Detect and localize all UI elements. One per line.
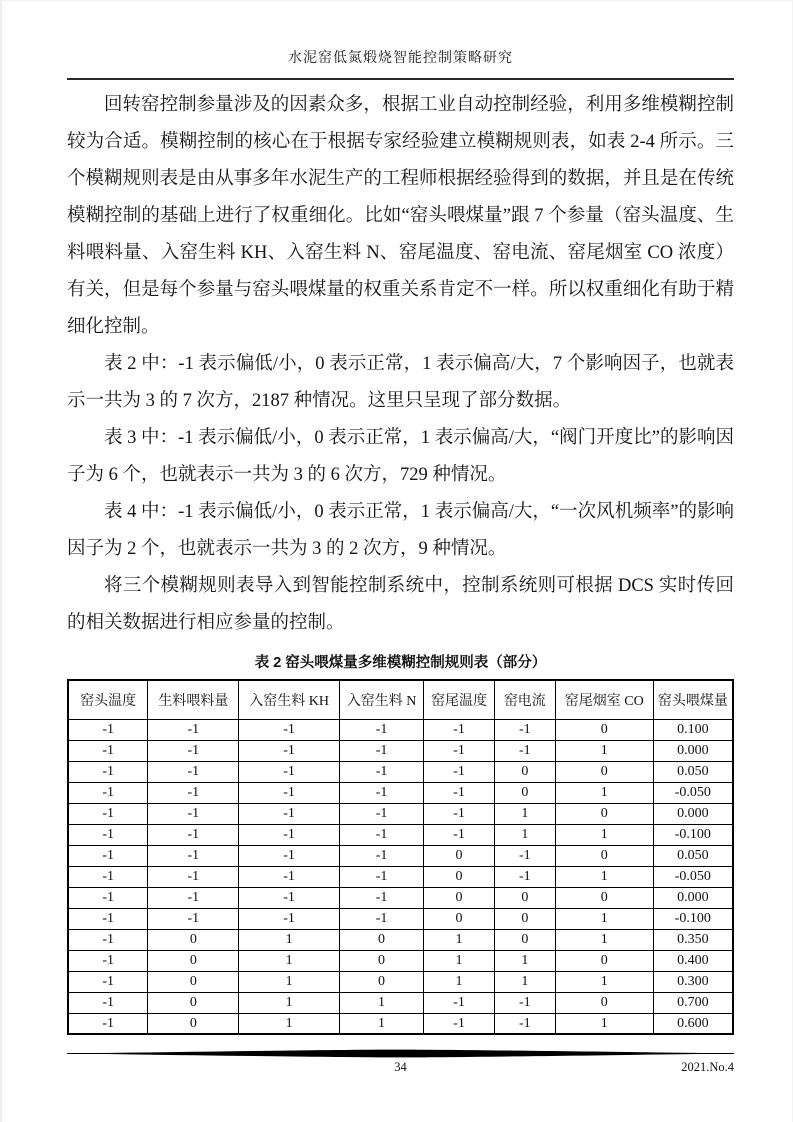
table-cell: -1 [68,971,148,992]
table-cell: 0 [148,950,239,971]
footer-rule [67,1049,734,1058]
table-row [68,782,733,803]
table-row [68,950,733,971]
table-cell: 0 [148,1013,239,1034]
table-cell: -1 [239,719,339,740]
table-cell: -1 [148,761,239,782]
table-cell: -1 [68,782,148,803]
table-cell: 0 [555,845,653,866]
table-cell: -1 [339,740,423,761]
table-cell: -1 [424,761,494,782]
table-header-cell: 入窑生料 N [339,680,423,719]
table-cell: -1 [424,1013,494,1034]
table-row [68,1013,733,1034]
table-cell: -1 [148,824,239,845]
table-cell: -1 [68,1013,148,1034]
table-cell: 1 [555,824,653,845]
table-cell: 0 [424,845,494,866]
table-cell: 0.050 [653,845,733,866]
table-cell: -1 [494,992,555,1013]
table-row [68,824,733,845]
issue-label: 2021.No.4 [681,1060,734,1074]
body-text [67,87,734,642]
table-cell: -1 [68,719,148,740]
table-cell: 0.000 [653,887,733,908]
table-cell: 0.400 [653,950,733,971]
page-number: 34 [394,1060,407,1074]
table-row [68,803,733,824]
table-header-cell: 窑电流 [494,680,555,719]
table-cell: -1 [494,740,555,761]
table-cell: -1 [68,929,148,950]
table-cell: -1 [339,866,423,887]
table-cell: 1 [494,950,555,971]
table-cell: -1 [239,908,339,929]
paragraph: 将三个模糊规则表导入到智能控制系统中，控制系统则可根据 DCS 实时传回的相关数据进行相应参量的控制。 [67,576,734,633]
table-cell: 1 [424,971,494,992]
table-cell: 1 [494,803,555,824]
table-cell: 1 [239,929,339,950]
table-cell: -1 [424,719,494,740]
table-header-cell: 窑尾温度 [424,680,494,719]
paragraph: 回转窑控制参量涉及的因素众多，根据工业自动控制经验，利用多维模糊控制较为合适。模糊控制的核心在于根据专家经验建立模糊规则表，如表 2-4 所示。三个模糊规则表是由从事多年水泥生产的工程师根据经验得到的数据，并且是在传统模糊控制的基础上进行了权重细化。比如“窑头喂煤量”跟 7 个参量（窑头温度、生料喂料量、入窑生料 KH、入窑生料 N、窑尾温度、窑电流、窑尾烟室 CO 浓度）有关，但是每个参量与窑头喂煤量的权重关系肯定不一样。所以权重细化有助于精细化控制。 [67,95,734,337]
table-cell: 0 [555,950,653,971]
table-cell: -1 [424,782,494,803]
table-cell: -1 [239,761,339,782]
table-cell: -1 [239,782,339,803]
table-cell: -1 [68,761,148,782]
table-cell: -1 [148,719,239,740]
table-cell: 0 [494,887,555,908]
table-cell: 0.600 [653,1013,733,1034]
table-cell: 1 [239,992,339,1013]
table-header-cell: 生料喂料量 [148,680,239,719]
table-cell: 1 [555,866,653,887]
table-cell: -1 [339,761,423,782]
table-cell: 0 [148,992,239,1013]
table-cell: -1 [339,908,423,929]
table-cell: 0 [424,908,494,929]
table-caption: 表 2 窑头喂煤量多维模糊控制规则表（部分） [254,655,547,671]
paragraph: 表 3 中：-1 表示偏低/小，0 表示正常，1 表示偏高/大，“阀门开度比”的影响因子为 6 个，也就表示一共为 3 的 6 次方，729 种情况。 [67,428,734,485]
header-rule [67,78,734,80]
table-cell: 0 [555,761,653,782]
table-cell: -1 [148,803,239,824]
table-cell: -1 [494,866,555,887]
table-cell: -0.100 [653,824,733,845]
table-cell: 1 [339,992,423,1013]
table-cell: 0 [494,782,555,803]
table-cell: 0 [424,866,494,887]
table-cell: -1 [339,782,423,803]
running-head-title: 水泥窑低氮煅烧智能控制策略研究 [288,51,513,66]
table-cell: -1 [68,992,148,1013]
table-row [68,719,733,740]
paragraph: 表 4 中：-1 表示偏低/小，0 表示正常，1 表示偏高/大，“一次风机频率”的影响因子为 2 个，也就表示一共为 3 的 2 次方，9 种情况。 [67,502,734,559]
table-cell: 0.300 [653,971,733,992]
table-cell: 0 [339,971,423,992]
table-cell: 0 [555,719,653,740]
table-row [68,971,733,992]
table-cell: -1 [68,740,148,761]
table-cell: 1 [339,1013,423,1034]
table-row [68,929,733,950]
table-cell: -1 [424,740,494,761]
table-cell: 0.050 [653,761,733,782]
table-cell: -1 [239,740,339,761]
table-cell: -1 [68,908,148,929]
table-cell: 0 [494,761,555,782]
table-cell: -0.050 [653,782,733,803]
table-cell: 1 [555,1013,653,1034]
table-cell: 1 [239,1013,339,1034]
table-cell: 0.000 [653,740,733,761]
table-cell: -1 [68,866,148,887]
table-cell: -1 [339,824,423,845]
table-cell: -1 [68,887,148,908]
table-header-cell: 窑头温度 [68,680,148,719]
table-cell: 0 [148,971,239,992]
page-footer [67,1049,734,1080]
table-cell: 0 [424,887,494,908]
table-header-cell: 窑尾烟室 CO [555,680,653,719]
table-cell: 1 [239,950,339,971]
table-cell: -1 [424,824,494,845]
table-cell: 0 [339,929,423,950]
table-header-cell: 入窑生料 KH [239,680,339,719]
table-cell: -1 [148,887,239,908]
table-cell: -1 [68,950,148,971]
table-cell: -1 [68,803,148,824]
table-cell: 0 [555,992,653,1013]
paragraph: 表 2 中：-1 表示偏低/小，0 表示正常，1 表示偏高/大，7 个影响因子，也就表示一共为 3 的 7 次方，2187 种情况。这里只呈现了部分数据。 [67,354,734,411]
rules-table [67,679,734,1035]
table-row [68,761,733,782]
table-cell: 0 [494,908,555,929]
table-cell: -1 [339,845,423,866]
table-cell: -1 [148,866,239,887]
table-cell: 1 [555,782,653,803]
table-cell: 1 [494,971,555,992]
table-row [68,845,733,866]
table-row [68,866,733,887]
table-cell: 0.350 [653,929,733,950]
table-cell: -1 [424,803,494,824]
table-cell: -1 [339,719,423,740]
table-cell: 1 [555,929,653,950]
table-cell: 0.100 [653,719,733,740]
table-cell: 0 [339,950,423,971]
table-cell: -1 [494,719,555,740]
table-cell: -1 [239,845,339,866]
table-row [68,908,733,929]
table-cell: -1 [339,803,423,824]
table-row [68,992,733,1013]
table-cell: 0 [555,887,653,908]
table-header-row [68,680,733,719]
table-row [68,887,733,908]
table-cell: -1 [239,866,339,887]
table-cell: 0.000 [653,803,733,824]
table-cell: -0.050 [653,866,733,887]
page-header [67,1,734,80]
table-cell: 1 [424,929,494,950]
table-cell: 1 [424,950,494,971]
table-cell: 1 [555,740,653,761]
table-cell: -1 [239,803,339,824]
table-cell: -1 [494,1013,555,1034]
table-cell: -1 [339,887,423,908]
table-cell: -1 [148,782,239,803]
table-cell: 1 [494,824,555,845]
table-cell: 1 [555,971,653,992]
table-cell: -1 [239,824,339,845]
table-cell: -1 [494,845,555,866]
table-cell: -1 [148,908,239,929]
table-cell: 0.700 [653,992,733,1013]
table-cell: 1 [555,908,653,929]
table-cell: 1 [239,971,339,992]
table-cell: -1 [68,824,148,845]
table-cell: 0 [555,803,653,824]
table-cell: 0 [494,929,555,950]
table-cell: -0.100 [653,908,733,929]
table-cell: -1 [68,845,148,866]
table-cell: -1 [239,887,339,908]
table-row [68,740,733,761]
table-cell: 0 [148,929,239,950]
table-cell: -1 [424,992,494,1013]
table-cell: -1 [148,740,239,761]
table-cell: -1 [148,845,239,866]
table-header-cell: 窑头喂煤量 [653,680,733,719]
